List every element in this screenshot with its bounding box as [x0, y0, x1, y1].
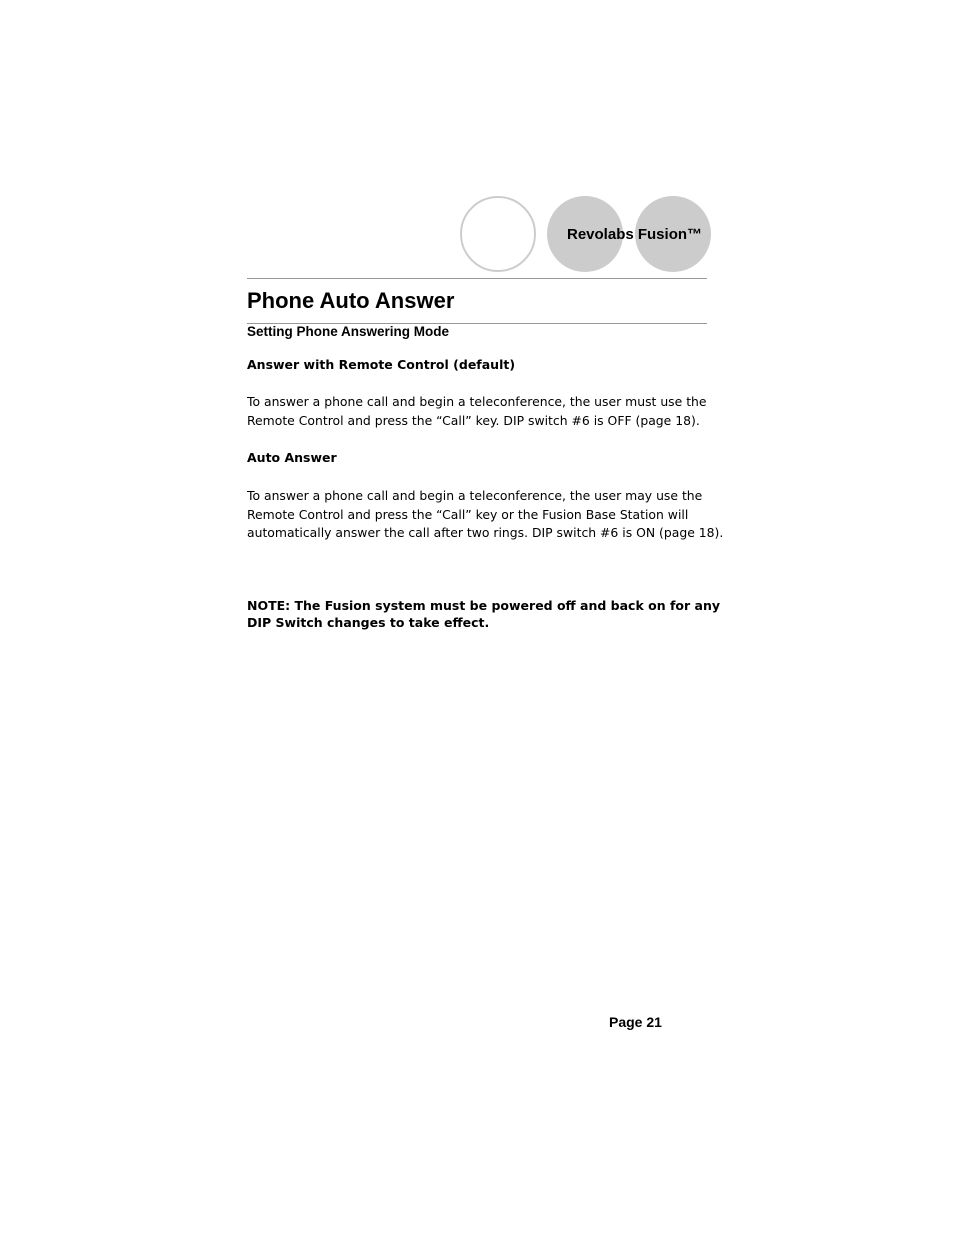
page-title: Phone Auto Answer — [247, 288, 455, 313]
paragraph-line: automatically answer the call after two rings. DIP switch #6 is ON (page 18). — [247, 525, 724, 541]
paragraph-line: To answer a phone call and begin a teleconference, the user may use the — [247, 488, 703, 503]
note-text — [247, 598, 720, 631]
remote-control-heading: Answer with Remote Control (default) — [247, 357, 516, 372]
paragraph-line: Remote Control and press the “Call” key. DIP switch #6 is OFF (page 18). — [247, 412, 700, 428]
note-line: DIP Switch changes to take effect. — [247, 614, 490, 630]
brand-name: Revolabs Fusion™ — [567, 226, 703, 243]
section-subtitle: Setting Phone Answering Mode — [247, 324, 450, 339]
paragraph-line: Remote Control and press the “Call” key or the Fusion Base Station will — [247, 506, 689, 522]
page-number: Page 21 — [609, 1014, 662, 1030]
paragraph-line: To answer a phone call and begin a teleconference, the user must use the — [247, 394, 707, 409]
auto-answer-paragraph — [247, 487, 724, 543]
remote-control-paragraph — [247, 393, 707, 430]
decorative-circle-outline — [460, 196, 536, 272]
auto-answer-heading: Auto Answer — [247, 450, 337, 465]
header-divider — [247, 278, 707, 279]
note-line: NOTE: The Fusion system must be powered off and back on for any — [247, 598, 720, 613]
